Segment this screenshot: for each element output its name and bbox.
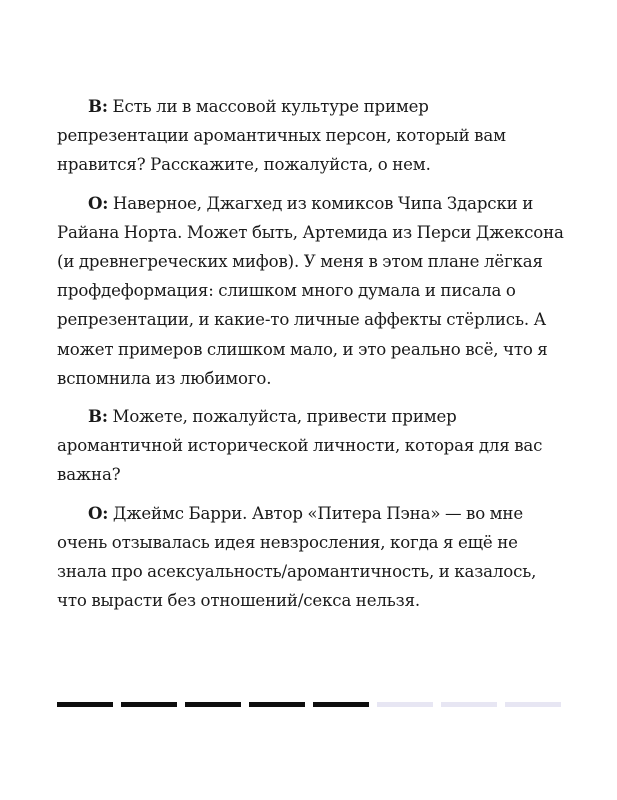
answer-text: Наверное, Джагхед из комиксов Чипа Здарски и Райана Норта. Может быть, Артемида из Перси Джексона (и древнегреческих мифов). У меня в этом плане лёгкая профдеформация: слишком много думала и писала о репрезентации, и какие-то личные аффекты стёрлись. А может примеров слишком мало, и это реально всё, что я вспомнила из любимого. (57, 193, 564, 388)
question-paragraph (57, 402, 565, 490)
progress-segment-remaining (441, 702, 497, 707)
answer-label: О: (88, 192, 109, 213)
question-paragraph (57, 92, 565, 180)
progress-segment-completed (249, 702, 305, 707)
question-label: В: (88, 406, 108, 427)
progress-segment-remaining (505, 702, 561, 707)
progress-segment-completed (57, 702, 113, 707)
answer-paragraph (57, 189, 565, 393)
answer-paragraph (57, 499, 565, 616)
progress-segment-completed (313, 702, 369, 707)
question-text: Есть ли в массовой культуре пример репрезентации аромантичных персон, который вам нравится? Расскажите, пожалуйста, о нем. (57, 97, 506, 175)
progress-segment-completed (185, 702, 241, 707)
question-label: В: (88, 96, 108, 116)
answer-text: Джеймс Барри. Автор «Питера Пэна» — во мне очень отзывалась идея невзросления, когда я ещё не знала про асексуальность/аромантичность, и казалось, что вырасти без отношений/секса нельзя. (57, 503, 537, 611)
interview-text (57, 92, 565, 624)
question-text: Можете, пожалуйста, привести пример аромантичной исторической личности, которая для вас важна? (57, 407, 543, 485)
page-progress-indicator (57, 702, 561, 707)
progress-segment-completed (121, 702, 177, 707)
answer-label: О: (88, 502, 109, 523)
progress-segment-remaining (377, 702, 433, 707)
